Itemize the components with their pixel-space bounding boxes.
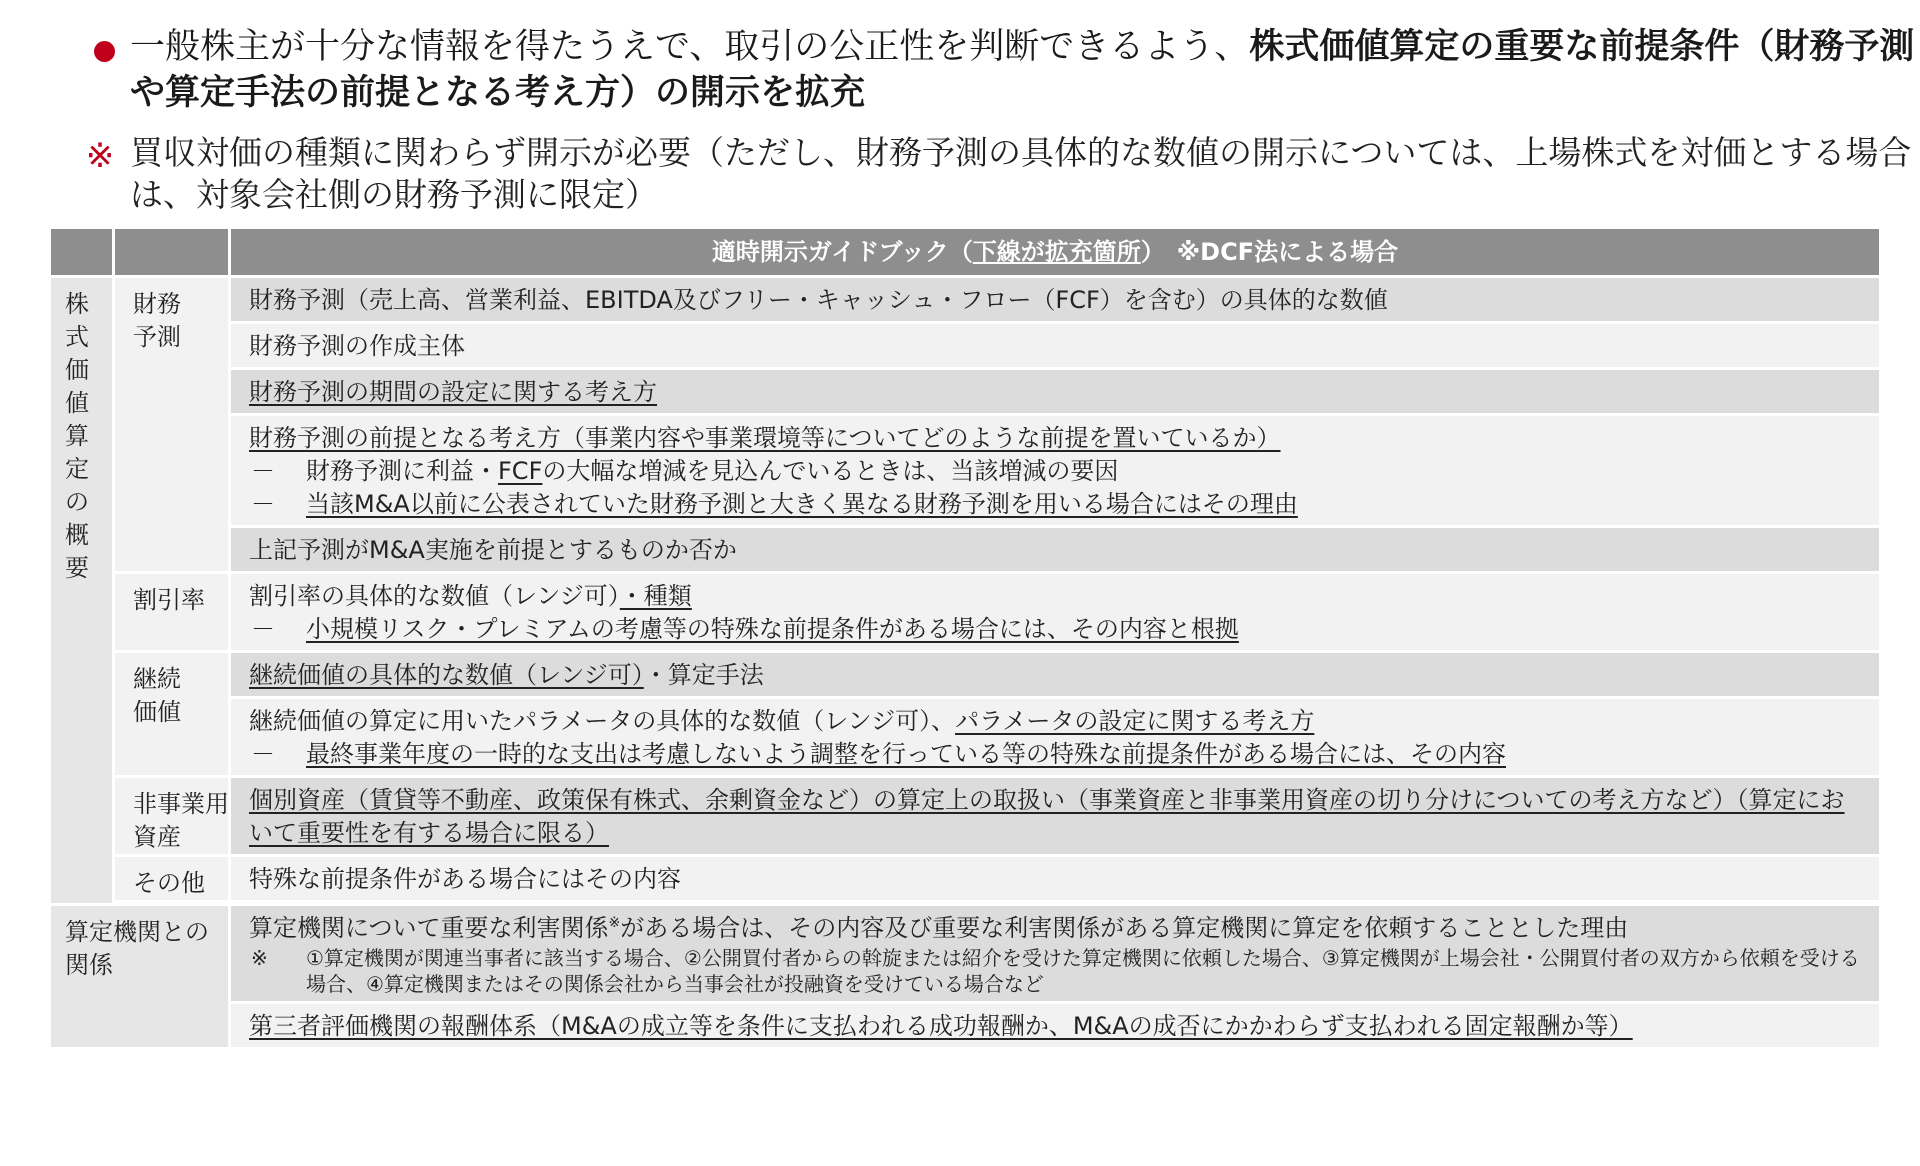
row-fin-preparer: 財務予測の作成主体 — [230, 323, 1881, 369]
row-other: 特殊な前提条件がある場合にはその内容 — [230, 856, 1881, 902]
table-row — [50, 856, 1881, 902]
header-blank-1 — [50, 228, 114, 277]
category-financial-forecast: 財務予測 — [114, 277, 230, 573]
reference-mark-icon: ※ — [85, 136, 115, 176]
main-bullet-text — [130, 24, 1920, 116]
table-row — [50, 573, 1881, 652]
table-row — [50, 415, 1881, 527]
note-text: 買収対価の種類に関わらず開示が必要（ただし、財務予測の具体的な数値の開示については、上場株式を対価とする場合は、対象会社側の財務予測に限定） — [130, 133, 1912, 214]
category-discount-rate: 割引率 — [114, 573, 230, 652]
category-nonbusiness-assets: 非事業用資産 — [114, 777, 230, 856]
row-fin-assumptions: 財務予測の前提となる考え方（事業内容や事業環境等についてどのような前提を置いているか） － 財務予測に利益・FCFの大幅な増減を見込んでいるときは、当該増減の要因 － 当該M&A以前に公表されていた財務予測と大きく異なる財務予測を用いる場合にはその理由 — [230, 415, 1881, 527]
row-fin-premise: 上記予測がM&A実施を前提とするものか否か — [230, 527, 1881, 573]
table-row — [50, 277, 1881, 323]
table-row — [50, 1003, 1881, 1049]
header-blank-2 — [114, 228, 230, 277]
disclosure-table — [48, 226, 1882, 1050]
row-relationship: 算定機関について重要な利害関係※がある場合は、その内容及び重要な利害関係がある算定機関に算定を依頼することとした理由 ※ ①算定機関が関連当事者に該当する場合、②公開買付者からの斡旋または紹介を受けた算定機関に依頼した場合、③算定機関が上場会社・公開買付者の双方から依頼を受ける場合、④算定機関またはその関係会社から当事会社が投融資を受けている場合など — [230, 905, 1881, 1003]
group-label-relationship: 算定機関との関係 — [50, 905, 230, 1049]
main-bullet-emphasis: 株式価値算定の重要な前提条件（財務予測や算定手法の前提となる考え方）の開示を拡充 — [130, 27, 1915, 113]
table-row — [50, 527, 1881, 573]
row-fin-period: 財務予測の期間の設定に関する考え方 — [230, 369, 1881, 415]
row-fee-structure: 第三者評価機関の報酬体系（M&Aの成立等を条件に支払われる成功報酬か、M&Aの成否にかかわらず支払われる固定報酬か等） — [230, 1003, 1881, 1049]
table-row — [50, 369, 1881, 415]
table-header-row — [50, 228, 1881, 277]
category-terminal-value: 継続価値 — [114, 652, 230, 777]
row-fin-numbers: 財務予測（売上高、営業利益、EBITDA及びフリー・キャッシュ・フロー（FCF）を含む）の具体的な数値 — [230, 277, 1881, 323]
row-terminal-params: 継続価値の算定に用いたパラメータの具体的な数値（レンジ可）、パラメータの設定に関する考え方 － 最終事業年度の一時的な支出は考慮しないよう調整を行っている等の特殊な前提条件がある場合には、その内容 — [230, 698, 1881, 777]
table-row — [50, 905, 1881, 1003]
table-row — [50, 323, 1881, 369]
table-row — [50, 777, 1881, 856]
row-terminal-value: 継続価値の具体的な数値（レンジ可）・算定手法 — [230, 652, 1881, 698]
page-header — [0, 0, 1920, 226]
table-title: 適時開示ガイドブック（下線が拡充箇所） ※DCF法による場合 — [230, 228, 1881, 277]
category-other: その他 — [114, 856, 230, 902]
row-discount: 割引率の具体的な数値（レンジ可）・種類 － 小規模リスク・プレミアムの考慮等の特殊な前提条件がある場合には、その内容と根拠 — [230, 573, 1881, 652]
row-nonbusiness: 個別資産（賃貸等不動産、政策保有株式、余剰資金など）の算定上の取扱い（事業資産と非事業用資産の切り分けについての考え方など）（算定において重要性を有する場合に限る） — [230, 777, 1881, 856]
bullet-dot-icon — [70, 24, 130, 74]
main-bullet-lead: 一般株主が十分な情報を得たうえで、取引の公正性を判断できるよう、 — [130, 27, 1250, 67]
group-label-valuation: 株式価値算定の概要 — [50, 277, 114, 905]
table-row — [50, 698, 1881, 777]
table-row — [50, 652, 1881, 698]
